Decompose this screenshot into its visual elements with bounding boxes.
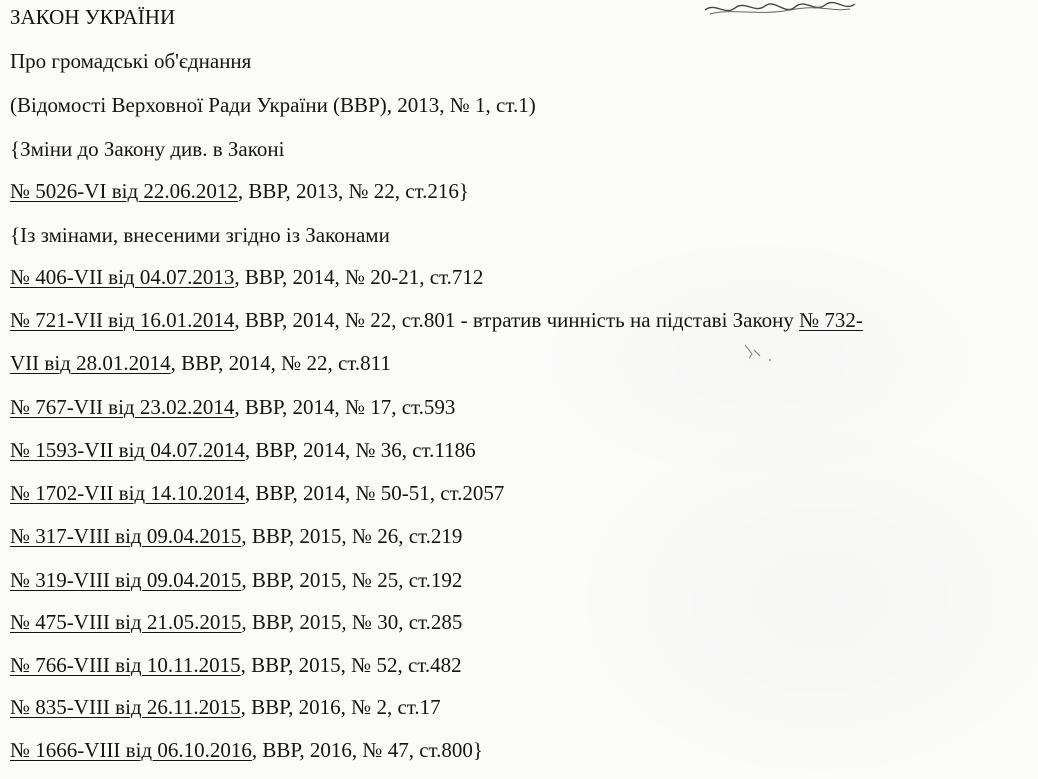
law-link[interactable]: № 317-VIII від 09.04.2015 [10,524,242,548]
amendment-row [10,567,462,593]
citation-text: , ВВР, 2014, № 22, ст.801 - втратив чинність на підставі Закону [234,308,800,332]
law-link[interactable]: № 319-VIII від 09.04.2015 [10,568,242,592]
citation-text: , ВВР, 2015, № 26, ст.219 [241,524,463,548]
citation-text: , ВВР, 2013, № 22, ст.216} [237,179,469,203]
law-link[interactable]: № 406-VII від 04.07.2013 [10,265,235,289]
law-link[interactable]: № 721-VII від 16.01.2014 [10,308,235,332]
law-link[interactable]: № 766-VIII від 10.11.2015 [10,653,241,677]
law-link[interactable]: VII від 28.01.2014 [10,351,171,375]
amendment-row [10,307,863,333]
amendment-row [10,523,462,549]
amendment-row [10,737,483,763]
citation-text: , ВВР, 2014, № 36, ст.1186 [244,438,476,462]
amendment-row [10,480,504,506]
amendment-row [10,694,441,720]
citation-text: , ВВР, 2014, № 17, ст.593 [234,395,456,419]
law-link[interactable]: № 475-VIII від 21.05.2015 [10,610,242,634]
law-subtitle: Про громадські об'єднання [10,49,252,73]
law-link[interactable]: № 1666-VIII від 06.10.2016 [10,738,252,762]
law-link[interactable]: № 1702-VII від 14.10.2014 [10,481,245,505]
law-link[interactable]: № 5026-VI від 22.06.2012 [10,179,238,203]
citation-text: , ВВР, 2016, № 2, ст.17 [240,695,441,719]
law-title: ЗАКОН УКРАЇНИ [10,5,176,29]
citation-text: , ВВР, 2014, № 20-21, ст.712 [234,265,484,289]
amendment-row [10,609,462,635]
law-link[interactable]: № 835-VIII від 26.11.2015 [10,695,241,719]
amendment-row [10,394,455,420]
amendment-row [10,437,476,463]
citation-text: , ВВР, 2015, № 30, ст.285 [241,610,463,634]
citation-text: , ВВР, 2014, № 22, ст.811 [170,351,391,375]
handwritten-mark [700,0,860,20]
citation-text: , ВВР, 2015, № 52, ст.482 [240,653,462,677]
amendment-row [10,264,483,290]
amendments-intro: {Із змінами, внесеними згідно із Законами [10,223,390,247]
citation-text: , ВВР, 2016, № 47, ст.800} [251,738,483,762]
changes-line [10,178,469,204]
citation-text: , ВВР, 2015, № 25, ст.192 [241,568,463,592]
law-source: (Відомості Верховної Ради України (ВВР), 2013, № 1, ст.1) [10,93,536,117]
law-link[interactable]: № 732- [799,308,863,332]
amendment-row [10,350,391,376]
amendment-row [10,652,462,678]
changes-intro: {Зміни до Закону див. в Законі [10,137,285,161]
citation-text: , ВВР, 2014, № 50-51, ст.2057 [244,481,505,505]
scan-speck [740,340,790,370]
law-link[interactable]: № 1593-VII від 04.07.2014 [10,438,245,462]
law-link[interactable]: № 767-VII від 23.02.2014 [10,395,235,419]
